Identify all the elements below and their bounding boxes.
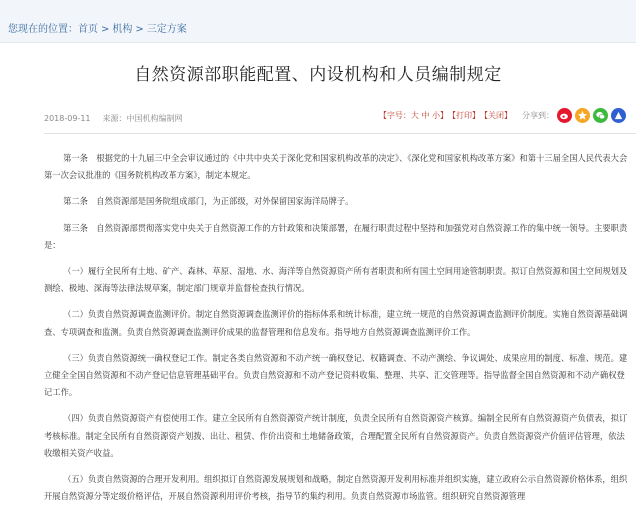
article-tools bbox=[379, 108, 626, 123]
article-paragraph: 第三条 自然资源部贯彻落实党中央关于自然资源工作的方针政策和决策部署，在履行职责过程中坚持和加强党对自然资源工作的集中统一领导。主要职责是： bbox=[44, 222, 628, 250]
breadcrumb bbox=[8, 20, 187, 35]
font-size-small-link[interactable]: 小 bbox=[432, 111, 440, 120]
article-paragraph: 第一条 根据党的十九届三中全会审议通过的《中共中央关于深化党和国家机构改革的决定》、《深化党和国家机构改革方案》和第十三届全国人民代表大会第一次会议批准的《国务院机构改革方案》，制定本规定。 bbox=[44, 153, 628, 181]
breadcrumb-separator: > bbox=[135, 24, 144, 35]
close-link[interactable]: 【关闭】 bbox=[480, 111, 512, 120]
baidu-icon[interactable] bbox=[611, 108, 626, 123]
wechat-icon[interactable] bbox=[593, 108, 608, 123]
article-paragraph: （五）负责自然资源的合理开发利用。组织拟订自然资源发展规划和战略，制定自然资源开发利用标准并组织实施，建立政府公示自然资源价格体系，组织开展自然资源分等定级价格评估，开展自然资源利用评价考核，指导节约集约利用。负责自然资源市场监管。组织研究自然资源管理 bbox=[44, 474, 628, 502]
article-paragraph: （二）负责自然资源调查监测评价。制定自然资源调查监测评价的指标体系和统计标准，建立统一规范的自然资源调查监测评价制度。实施自然资源基础调查、专项调查和监测。负责自然资源调查监测评价成果的监督管理和信息发布。指导地方自然资源调查监测评价工作。 bbox=[44, 309, 628, 337]
breadcrumb-bar bbox=[0, 0, 636, 43]
article-meta bbox=[44, 113, 183, 124]
font-size-prefix: 【字号： bbox=[378, 111, 411, 120]
article-paragraph: （四）负责自然资源资产有偿使用工作。建立全民所有自然资源资产统计制度，负责全民所有自然资源资产核算。编制全民所有自然资源资产负债表，拟订考核标准。制定全民所有自然资源资产划拨、出让、租赁、作价出资和土地储备政策，合理配置全民所有自然资源资产。负责自然资源资产价值评估管理，依法收缴相关资产收益。 bbox=[44, 413, 628, 458]
breadcrumb-link-agency[interactable]: 机构 bbox=[112, 24, 133, 35]
article-source: 来源：中国机构编制网 bbox=[102, 114, 183, 123]
font-size-suffix: 】 bbox=[440, 111, 448, 120]
breadcrumb-link-three-fixed[interactable]: 三定方案 bbox=[146, 24, 187, 35]
article-paragraph: 第二条 自然资源部是国务院组成部门，为正部级，对外保留国家海洋局牌子。 bbox=[63, 196, 354, 207]
breadcrumb-prefix: 您现在的位置： bbox=[8, 24, 78, 35]
breadcrumb-link-home[interactable]: 首页 bbox=[78, 24, 98, 35]
qzone-icon[interactable] bbox=[575, 108, 590, 123]
page-title: 自然资源部职能配置、内设机构和人员编制规定 bbox=[134, 65, 502, 85]
print-link[interactable]: 【打印】 bbox=[448, 111, 480, 120]
share-label: 分享到： bbox=[522, 111, 554, 120]
font-size-medium-link[interactable]: 中 bbox=[421, 111, 430, 120]
publish-date: 2018-09-11 bbox=[44, 114, 91, 123]
article-body bbox=[44, 150, 630, 514]
weibo-icon[interactable] bbox=[557, 108, 572, 123]
article-paragraph: （三）负责自然资源统一确权登记工作。制定各类自然资源和不动产统一确权登记、权籍调查、不动产测绘、争议调处、成果应用的制度、标准、规范。建立健全全国自然资源和不动产登记信息管理基础平台。负责自然资源和不动产登记资料收集、整理、共享、汇交管理等。指导监督全国自然资源和不动产确权登记工作。 bbox=[44, 352, 628, 398]
font-size-large-link[interactable]: 大 bbox=[410, 111, 419, 120]
article-paragraph: （一）履行全民所有土地、矿产、森林、草原、湿地、水、海洋等自然资源资产所有者职责和所有国土空间用途管制职责。拟订自然资源和国土空间规划及测绘、极地、深海等法律法规草案，制定部门规章并监督检查执行情况。 bbox=[44, 266, 628, 294]
header-divider bbox=[44, 133, 636, 134]
breadcrumb-separator: > bbox=[101, 24, 110, 35]
